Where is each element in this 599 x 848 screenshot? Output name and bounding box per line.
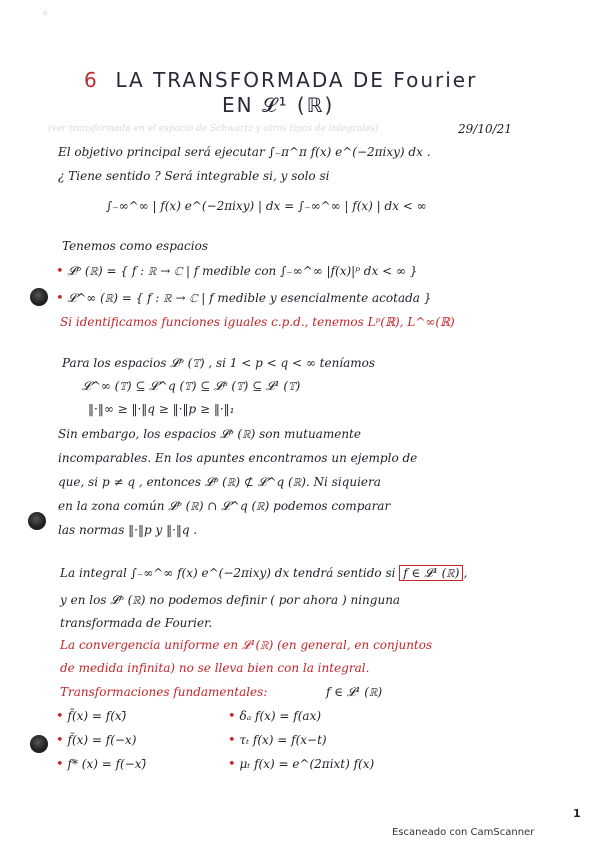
transform-modulation: • μₜ f(x) = e^(2πixt) f(x) bbox=[228, 757, 375, 772]
transforms-domain: f ∈ 𝓛¹ (ℝ) bbox=[326, 685, 383, 699]
comparison-norms: ‖·‖∞ ≥ ‖·‖q ≥ ‖·‖p ≥ ‖·‖₁ bbox=[88, 402, 235, 416]
comparison-line-8: las normas ‖·‖p y ‖·‖q . bbox=[58, 523, 198, 537]
date: 29/10/21 bbox=[458, 122, 512, 136]
scanner-watermark: Escaneado con CamScanner bbox=[392, 827, 535, 838]
integral-line-1: La integral ∫₋∞^∞ f(x) e^(−2πixy) dx tendrá sentido si f ∈ 𝓛¹ (ℝ) , bbox=[60, 566, 468, 580]
binder-hole-bottom bbox=[30, 735, 48, 753]
comparison-line-1: Para los espacios 𝓛ᵖ (𝕋) , si 1 < p < q < ∞ teníamos bbox=[62, 356, 376, 370]
chapter-number: 6 bbox=[84, 68, 99, 92]
bullet-icon: • bbox=[56, 291, 64, 306]
chapter-title: LA TRANSFORMADA DE Fourier bbox=[115, 68, 478, 92]
l1-condition-box: f ∈ 𝓛¹ (ℝ) bbox=[399, 565, 463, 581]
bullet-icon: • bbox=[228, 757, 236, 772]
intro-line-2: ¿ Tiene sentido ? Será integrable si, y solo si bbox=[58, 169, 330, 183]
integral-line-3: transformada de Fourier. bbox=[60, 616, 213, 630]
bullet-icon: • bbox=[56, 709, 64, 724]
transform-involution: • f* (x) = f(−x)̄ bbox=[56, 757, 147, 772]
space-item-linf: • 𝓛^∞ (ℝ) = { f : ℝ → ℂ | f medible y esencialmente acotada } bbox=[56, 291, 432, 306]
transform-translation: • τₜ f(x) = f(x−t) bbox=[228, 733, 327, 748]
comparison-line-7: en la zona común 𝓛ᵖ (ℝ) ∩ 𝓛^q (ℝ) podemos comparar bbox=[58, 499, 391, 513]
comparison-line-6: que, si p ≠ q , entonces 𝓛ᵖ (ℝ) ⊄ 𝓛^q (ℝ). Ni siquiera bbox=[58, 475, 381, 489]
binder-hole-middle bbox=[28, 512, 46, 530]
faint-bleed-line: (ver transformada en el espacio de Schwartz y otros tipos de integrales) bbox=[48, 124, 379, 134]
binder-hole-top bbox=[30, 288, 48, 306]
bullet-icon: • bbox=[228, 709, 236, 724]
page-title-line1 bbox=[84, 70, 477, 90]
top-mark: ◦ bbox=[42, 7, 49, 20]
transform-reflection: • f̃(x) = f(−x) bbox=[56, 733, 137, 748]
bullet-icon: • bbox=[56, 757, 64, 772]
bullet-icon: • bbox=[56, 264, 64, 279]
bullet-icon: • bbox=[56, 733, 64, 748]
convergence-note-1: La convergencia uniforme en 𝓛¹(ℝ) (en general, en conjuntos bbox=[60, 638, 433, 652]
transform-dilation: • δₐ f(x) = f(ax) bbox=[228, 709, 322, 724]
integral-line-2: y en los 𝓛ᵖ (ℝ) no podemos definir ( por ahora ) ninguna bbox=[60, 593, 401, 607]
page-title-line2: EN 𝓛¹ (ℝ) bbox=[222, 93, 335, 117]
transform-conjugate: • f̄(x) = f(x)̄ bbox=[56, 709, 127, 724]
convergence-note-2: de medida infinita) no se lleva bien con la integral. bbox=[60, 661, 370, 675]
space-item-lp: • 𝓛ᵖ (ℝ) = { f : ℝ → ℂ | f medible con ∫₋∞^∞ |f(x)|ᵖ dx < ∞ } bbox=[56, 264, 418, 279]
page-number: 1 bbox=[573, 807, 581, 820]
identification-note: Si identificamos funciones iguales c.p.d., tenemos Lᵖ(ℝ), L^∞(ℝ) bbox=[60, 315, 455, 329]
transforms-heading: Transformaciones fundamentales: bbox=[60, 685, 268, 699]
bullet-icon: • bbox=[228, 733, 236, 748]
comparison-inclusions: 𝓛^∞ (𝕋) ⊆ 𝓛^q (𝕋) ⊆ 𝓛ᵖ (𝕋) ⊆ 𝓛¹ (𝕋) bbox=[82, 379, 301, 393]
intro-line-1: El objetivo principal será ejecutar ∫₋π^π f(x) e^(−2πixy) dx . bbox=[58, 145, 431, 159]
comparison-line-5: incomparables. En los apuntes encontramos un ejemplo de bbox=[58, 451, 418, 465]
comparison-line-4: Sin embargo, los espacios 𝓛ᵖ (ℝ) son mutuamente bbox=[58, 427, 361, 441]
spaces-heading: Tenemos como espacios bbox=[62, 239, 208, 253]
intro-formula: ∫₋∞^∞ | f(x) e^(−2πixy) | dx = ∫₋∞^∞ | f(x) | dx < ∞ bbox=[106, 199, 427, 213]
